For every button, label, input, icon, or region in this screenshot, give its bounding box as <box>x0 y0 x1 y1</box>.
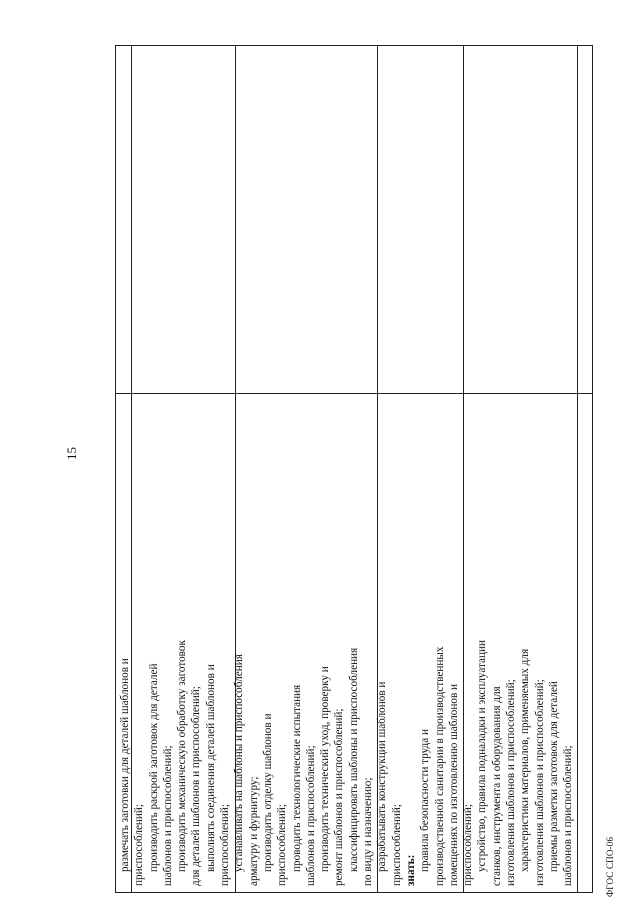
content-line: изготовления шаблонов и приспособлений; <box>505 679 518 886</box>
content-line: приспособлений; <box>276 804 289 886</box>
content-line: знать: <box>404 854 417 886</box>
content-line: правила безопасности труда и <box>419 729 432 872</box>
content-line: шаблонов и приспособлений; <box>562 745 575 886</box>
content-line: характеристики материалов, применяемых для <box>519 648 532 872</box>
content-line: размечать заготовки для деталей шаблонов и <box>119 658 131 872</box>
content-line: производить отделку шаблонов и <box>261 713 274 872</box>
content-line: по виду и назначению; <box>362 777 375 886</box>
content-line: изготовления шаблонов и приспособлений; <box>533 679 546 886</box>
content-line: устройство, правила подналадки и эксплуатации <box>476 640 489 872</box>
competency-content-cell <box>116 395 577 892</box>
content-line: устанавливать на шаблоны и приспособления <box>233 654 246 872</box>
content-line: приемы разметки заготовок для деталей <box>547 681 560 872</box>
content-line: производственной санитарии в производственных <box>433 646 446 886</box>
content-line: производить раскрой заготовок для деталей <box>147 663 160 872</box>
content-line: разрабатывать конструкции шаблонов и <box>376 681 389 872</box>
page-number: 15 <box>64 447 79 460</box>
footer-code: ФГОС СПО-06 <box>605 836 615 897</box>
content-line: производить технический уход, проверку и <box>319 666 332 872</box>
content-line: приспособлений; <box>133 804 146 886</box>
content-line: арматуру и фурнитуру; <box>247 776 260 886</box>
content-line: проводить технологические испытания <box>290 684 303 872</box>
content-line: классифицировать шаблоны и приспособления <box>347 647 360 872</box>
content-line: производить механическую обработку заготовок <box>176 640 189 872</box>
content-line: ремонт шаблонов и приспособлений; <box>333 708 346 886</box>
content-line: станков, инструмента и оборудования для <box>490 686 503 886</box>
content-line: приспособлений; <box>219 804 232 886</box>
content-line: шаблонов и приспособлений; <box>161 745 174 886</box>
content-line: приспособлений; <box>462 804 475 886</box>
content-line: приспособлений; <box>390 804 403 886</box>
content-line: выполнять соединения деталей шаблонов и <box>204 664 217 872</box>
table-divider-4 <box>577 46 578 892</box>
competency-table <box>115 45 593 893</box>
content-line: помещениях по изготовлению шаблонов и <box>447 683 460 886</box>
content-line: шаблонов и приспособлений; <box>304 745 317 886</box>
table-divider-vertical <box>116 393 592 394</box>
content-line: для деталей шаблонов и приспособлений; <box>190 686 203 886</box>
